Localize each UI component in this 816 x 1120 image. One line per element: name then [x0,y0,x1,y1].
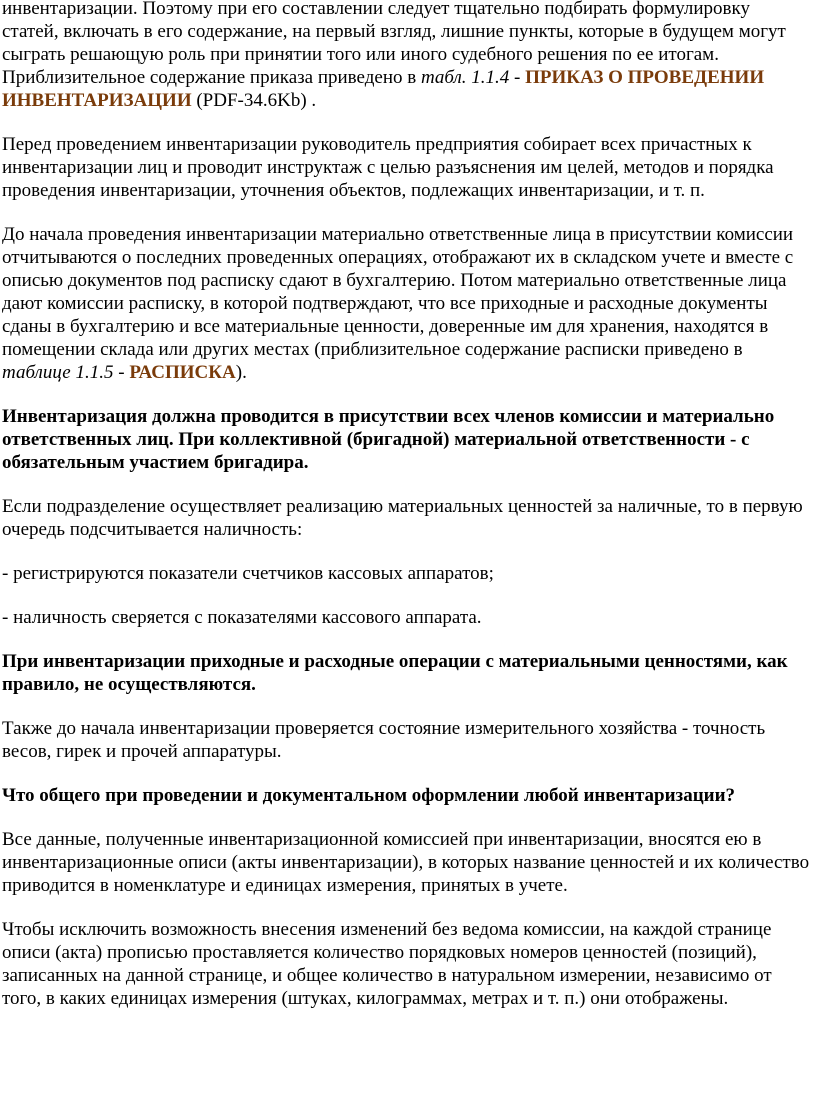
paragraph-tail: ). [235,362,247,383]
separator: - [509,67,526,88]
paragraph-order-intro [2,0,810,112]
paragraph-operations-rule: При инвентаризации приходные и расходные операции с материальными ценностями, как правило, не осуществляются. [2,651,788,695]
list-item-cash-check: - наличность сверяется с показателями кассового аппарата. [2,607,482,628]
order-document-link[interactable]: ПРИКАЗ О ПРОВЕДЕНИИ ИНВЕНТАРИЗАЦИИ [2,67,765,111]
section-question-heading: Что общего при проведении и документальном оформлении любой инвентаризации? [2,785,736,806]
paragraph-presence-rule: Инвентаризация должна проводится в присутствии всех членов комиссии и материально ответственных лиц. При коллективной (бригадной) материальной ответственности - с обязательным участием бригадира. [2,406,775,473]
paragraph-receipt [2,223,810,384]
file-size-note: (PDF-34.6Kb) . [191,90,317,111]
table-reference: таблице 1.1.5 [2,362,114,383]
paragraph-text: До начала проведения инвентаризации материально ответственные лица в присутствии комиссии отчитываются о последних проведенных операциях, отображают их в складском учете и вместе с описью документов под расписку сдают в бухгалтерию. Потом материально ответственные лица дают комиссии расписку, в которой подтверждают, что все приходные и расходные документы сданы в бухгалтерию и все материальные ценности, доверенные им для хранения, находятся в помещении склада или других местах (приблизительное содержание расписки приведено в [2,224,794,360]
receipt-document-link[interactable]: РАСПИСКА [129,362,236,383]
list-item-counters: - регистрируются показатели счетчиков кассовых аппаратов; [2,563,494,584]
paragraph-briefing: Перед проведением инвентаризации руководитель предприятия собирает всех причастных к инвентаризации лиц и проводит инструктаж с целью разъяснения им целей, методов и порядка проведения инвентаризации, уточнения объектов, подлежащих инвентаризации, и т. п. [2,134,774,201]
paragraph-text: инвентаризации. Поэтому при его составлении следует тщательно подбирать формулировку статей, включать в его содержание, на первый взгляд, лишние пункты, которые в будущем могут сыграть решающую роль при принятии того или иного судебного решения по ее итогам. Приблизительное содержание приказа приведено в [2,0,786,88]
paragraph-measuring: Также до начала инвентаризации проверяется состояние измерительного хозяйства - точность весов, гирек и прочей аппаратуры. [2,718,766,762]
paragraph-cash-intro: Если подразделение осуществляет реализацию материальных ценностей за наличные, то в первую очередь подсчитывается наличность: [2,496,803,540]
table-reference: табл. 1.1.4 [420,67,510,88]
separator: - [113,362,130,383]
paragraph-inventory-lists: Все данные, полученные инвентаризационной комиссией при инвентаризации, вносятся ею в инвентаризационные описи (акты инвентаризации), в которых название ценностей и их количество приводится в номенклатуре и единицах измерения, принятых в учете. [2,829,810,896]
paragraph-page-totals: Чтобы исключить возможность внесения изменений без ведома комиссии, на каждой странице описи (акта) прописью проставляется количество порядковых номеров ценностей (позиций), записанных на данной странице, и общее количество в натуральном измерении, независимо от того, в каких единицах измерения (штуках, килограммах, метрах и т. п.) они отображены. [2,919,772,1009]
